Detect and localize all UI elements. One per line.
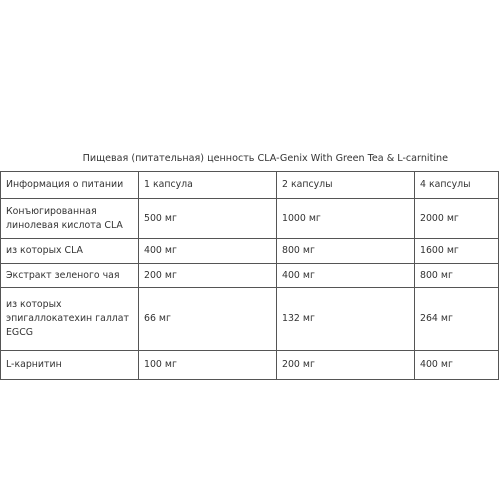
table-row	[1, 288, 499, 351]
nutrient-name-cell: L-карнитин	[1, 351, 139, 380]
value-cell: 2000 мг	[415, 199, 499, 239]
value-cell: 100 мг	[139, 351, 277, 380]
value-cell: 264 мг	[415, 288, 499, 351]
value-cell: 400 мг	[139, 239, 277, 264]
value-cell: 66 мг	[139, 288, 277, 351]
value-cell: 400 мг	[277, 264, 415, 288]
value-cell: 200 мг	[139, 264, 277, 288]
header-cell: 1 капсула	[139, 172, 277, 199]
header-cell: 4 капсулы	[415, 172, 499, 199]
table-row	[1, 239, 499, 264]
value-cell: 1000 мг	[277, 199, 415, 239]
value-cell: 132 мг	[277, 288, 415, 351]
nutrient-name-cell: из которых эпигаллокатехин галлат EGCG	[1, 288, 139, 351]
value-cell: 200 мг	[277, 351, 415, 380]
value-cell: 800 мг	[415, 264, 499, 288]
table-row	[1, 199, 499, 239]
value-cell: 800 мг	[277, 239, 415, 264]
value-cell: 400 мг	[415, 351, 499, 380]
value-cell: 1600 мг	[415, 239, 499, 264]
nutrient-name-cell: Экстракт зеленого чая	[1, 264, 139, 288]
table-row	[1, 351, 499, 380]
table-header-row	[1, 172, 499, 199]
nutrient-name-cell: Конъюгированная линолевая кислота CLA	[1, 199, 139, 239]
header-cell: Информация о питании	[1, 172, 139, 199]
nutrient-name-cell: из которых CLA	[1, 239, 139, 264]
nutrition-table	[0, 171, 499, 380]
value-cell: 500 мг	[139, 199, 277, 239]
table-caption: Пищевая (питательная) ценность CLA-Genix With Green Tea & L-carnitine	[82, 153, 448, 164]
header-cell: 2 капсулы	[277, 172, 415, 199]
table-row	[1, 264, 499, 288]
